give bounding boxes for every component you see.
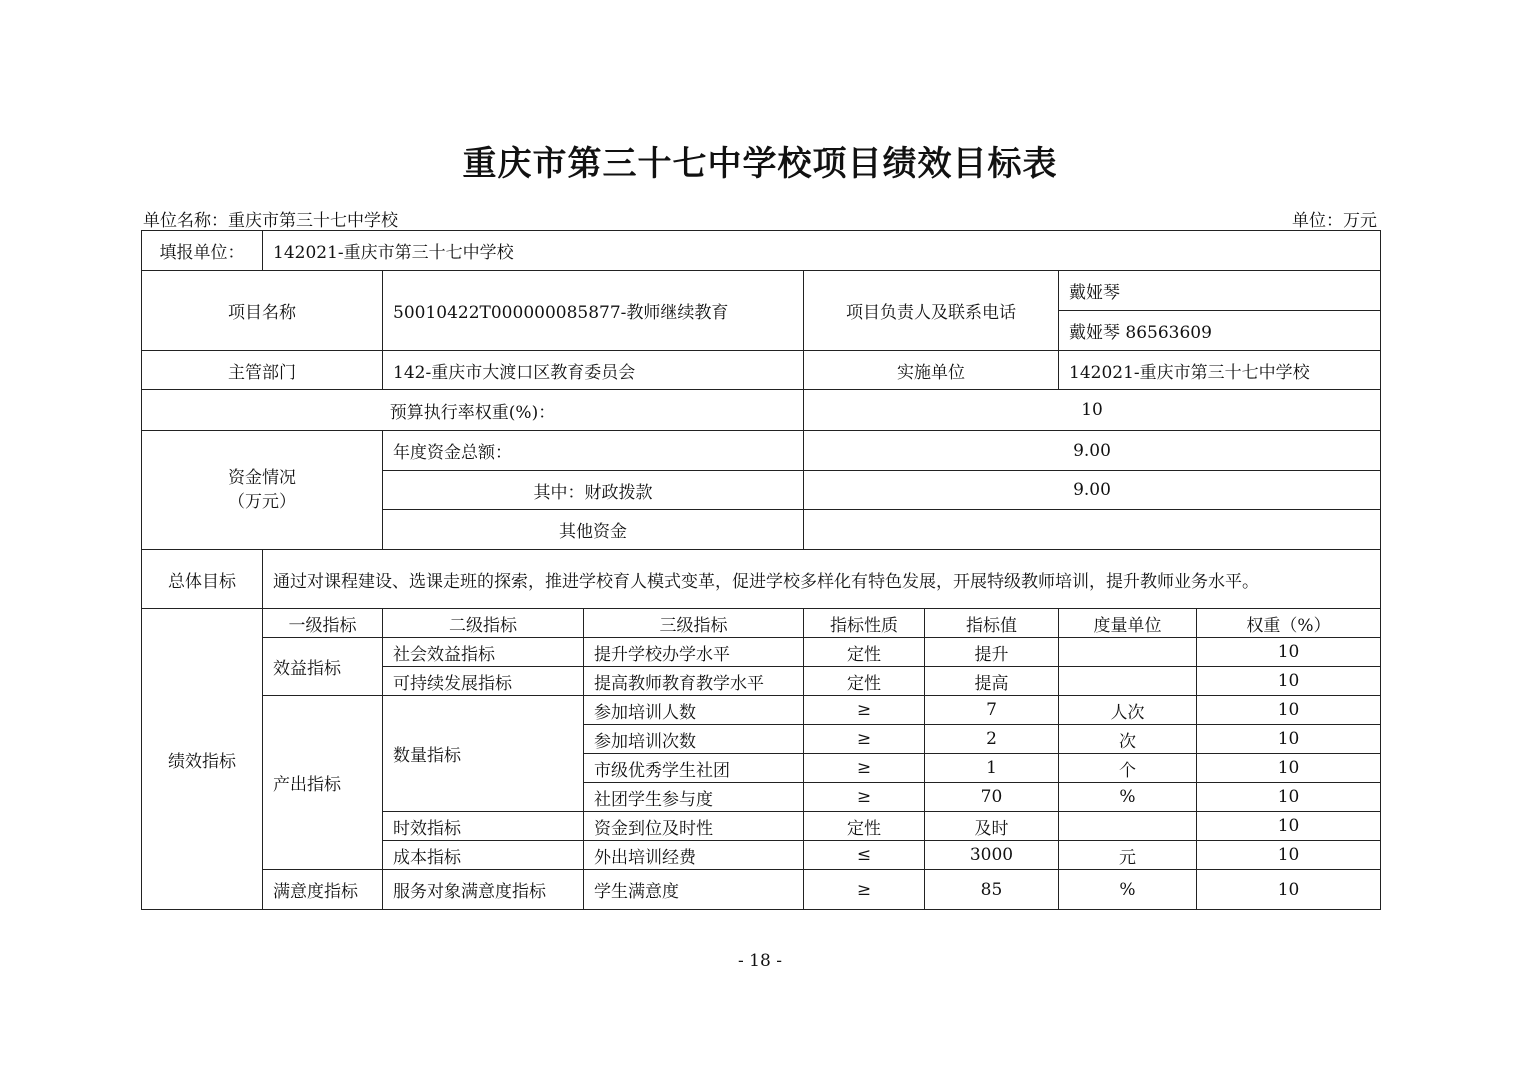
weight-cell: 10 (1197, 812, 1381, 841)
fill-unit-value: 142021-重庆市第三十七中学校 (263, 231, 1381, 271)
weight-cell: 10 (1197, 783, 1381, 812)
unit-cell: 人次 (1059, 696, 1197, 725)
fill-unit-label: 填报单位： (142, 231, 263, 271)
weight-cell: 10 (1197, 638, 1381, 667)
unit-cell (1059, 638, 1197, 667)
impl-unit-value: 142021-重庆市第三十七中学校 (1059, 351, 1381, 390)
overall-goal-text: 通过对课程建设、选课走班的探索，推进学校育人模式变革，促进学校多样化有特色发展，开展特级教师培训，提升教师业务水平。 (263, 550, 1381, 609)
dept-value: 142-重庆市大渡口区教育委员会 (383, 351, 804, 390)
value-cell: 3000 (925, 841, 1059, 870)
page-number: - 18 - (738, 951, 782, 971)
header-weight: 权重（%） (1197, 609, 1381, 638)
value-cell: 2 (925, 725, 1059, 754)
value-cell: 70 (925, 783, 1059, 812)
weight-cell: 10 (1197, 725, 1381, 754)
value-cell: 提升 (925, 638, 1059, 667)
funds-total-label: 年度资金总额： (383, 431, 804, 471)
unit-cell: 元 (1059, 841, 1197, 870)
nature-cell: 定性 (804, 638, 925, 667)
level2-cell: 时效指标 (383, 812, 584, 841)
level2-cell: 社会效益指标 (383, 638, 584, 667)
level3-cell: 参加培训人数 (584, 696, 804, 725)
nature-cell: 定性 (804, 812, 925, 841)
project-contact-label: 项目负责人及联系电话 (804, 271, 1059, 351)
unit-cell (1059, 812, 1197, 841)
nature-cell: 定性 (804, 667, 925, 696)
nature-cell: ≥ (804, 696, 925, 725)
currency-unit: 单位：万元 (1292, 211, 1377, 231)
nature-cell: ≥ (804, 870, 925, 910)
unit-cell: 个 (1059, 754, 1197, 783)
table-row (142, 638, 1381, 667)
project-name-value: 50010422T000000085877-教师继续教育 (383, 271, 804, 351)
weight-cell: 10 (1197, 870, 1381, 910)
header-level3: 三级指标 (584, 609, 804, 638)
weight-cell: 10 (1197, 696, 1381, 725)
performance-table (141, 230, 1381, 910)
funds-other-value (804, 510, 1381, 550)
level3-cell: 学生满意度 (584, 870, 804, 910)
level2-cell: 可持续发展指标 (383, 667, 584, 696)
level3-cell: 提升学校办学水平 (584, 638, 804, 667)
weight-cell: 10 (1197, 841, 1381, 870)
value-cell: 1 (925, 754, 1059, 783)
group-satisfaction: 满意度指标 (263, 870, 383, 910)
weight-cell: 10 (1197, 667, 1381, 696)
unit-cell: % (1059, 870, 1197, 910)
header-unit: 度量单位 (1059, 609, 1197, 638)
group-benefit: 效益指标 (263, 638, 383, 696)
performance-label: 绩效指标 (142, 609, 263, 910)
funds-total-value: 9.00 (804, 431, 1381, 471)
unit-cell: % (1059, 783, 1197, 812)
level3-cell: 资金到位及时性 (584, 812, 804, 841)
nature-cell: ≥ (804, 754, 925, 783)
header-value: 指标值 (925, 609, 1059, 638)
project-contact-name: 戴娅琴 (1059, 271, 1381, 311)
nature-cell: ≤ (804, 841, 925, 870)
level3-cell: 市级优秀学生社团 (584, 754, 804, 783)
document-title: 重庆市第三十七中学校项目绩效目标表 (462, 144, 1058, 184)
funds-label-line2: （万元） (228, 492, 296, 512)
value-cell: 7 (925, 696, 1059, 725)
level2-cell: 成本指标 (383, 841, 584, 870)
value-cell: 85 (925, 870, 1059, 910)
funds-other-label: 其他资金 (383, 510, 804, 550)
level3-cell: 参加培训次数 (584, 725, 804, 754)
value-cell: 及时 (925, 812, 1059, 841)
table-row (142, 696, 1381, 725)
header-level1: 一级指标 (263, 609, 383, 638)
table-row (142, 870, 1381, 910)
level2-cell: 服务对象满意度指标 (383, 870, 584, 910)
funds-label-line1: 资金情况 (228, 468, 296, 488)
budget-rate-value: 10 (804, 390, 1381, 431)
level3-cell: 外出培训经费 (584, 841, 804, 870)
group-output: 产出指标 (263, 696, 383, 870)
overall-goal-label: 总体目标 (142, 550, 263, 609)
nature-cell: ≥ (804, 783, 925, 812)
level3-cell: 提高教师教育教学水平 (584, 667, 804, 696)
value-cell: 提高 (925, 667, 1059, 696)
group-quantity: 数量指标 (383, 696, 584, 812)
unit-name: 单位名称：重庆市第三十七中学校 (143, 211, 398, 231)
level3-cell: 社团学生参与度 (584, 783, 804, 812)
nature-cell: ≥ (804, 725, 925, 754)
project-name-label: 项目名称 (142, 271, 383, 351)
budget-rate-label: 预算执行率权重(%)： (142, 390, 804, 431)
unit-cell (1059, 667, 1197, 696)
weight-cell: 10 (1197, 754, 1381, 783)
header-nature: 指标性质 (804, 609, 925, 638)
funds-fiscal-value: 9.00 (804, 471, 1381, 510)
unit-cell: 次 (1059, 725, 1197, 754)
header-level2: 二级指标 (383, 609, 584, 638)
impl-unit-label: 实施单位 (804, 351, 1059, 390)
funds-fiscal-label: 其中：财政拨款 (383, 471, 804, 510)
project-contact-phone: 戴娅琴 86563609 (1059, 311, 1381, 351)
funds-label (142, 431, 383, 550)
dept-label: 主管部门 (142, 351, 383, 390)
